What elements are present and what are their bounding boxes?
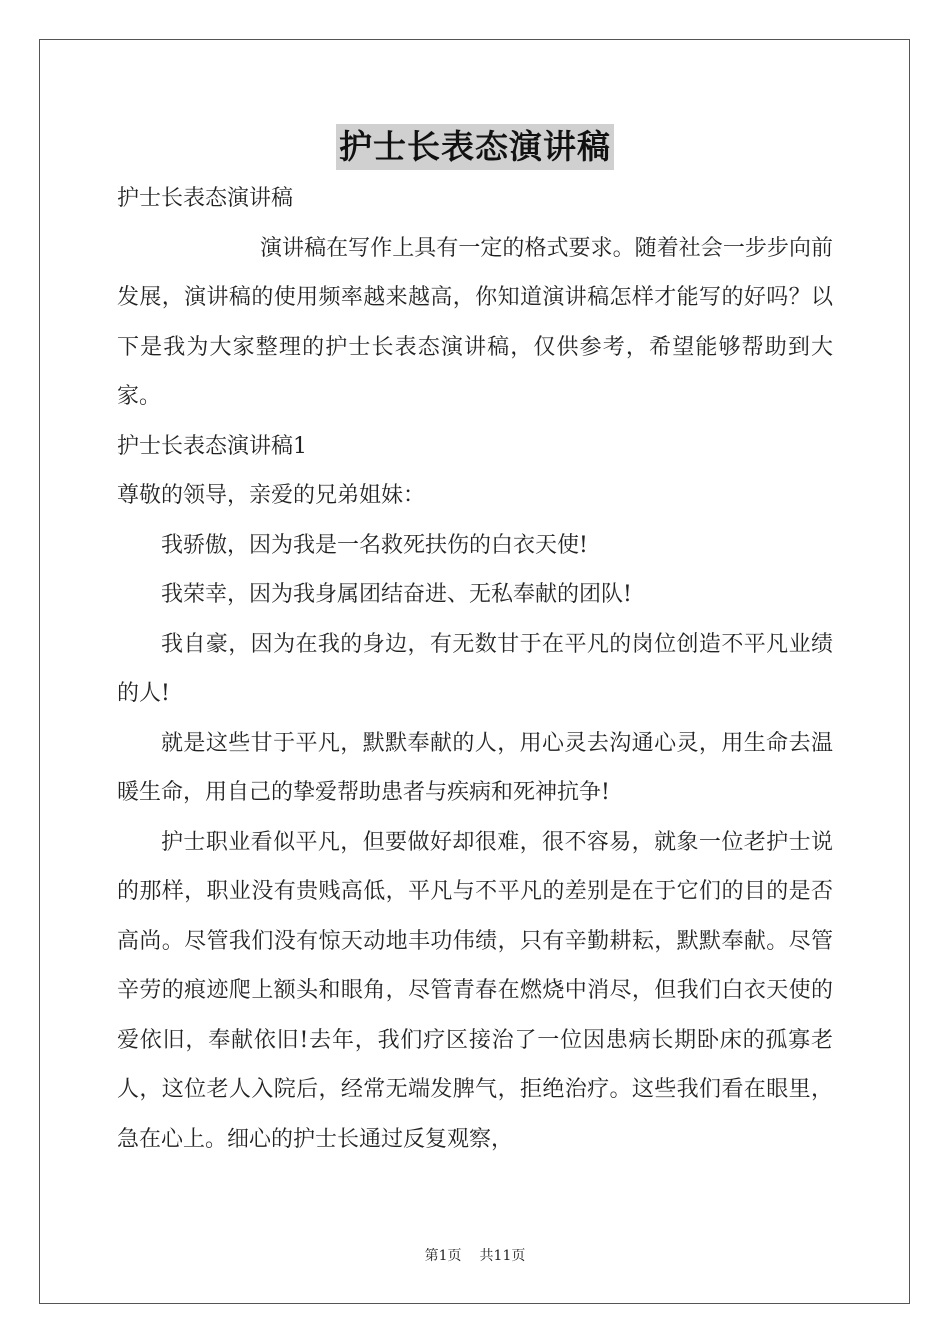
body-paragraph: 我骄傲，因为我是一名救死扶伤的白衣天使! bbox=[161, 532, 588, 558]
body-paragraph: 护士职业看似平凡，但要做好却很难，很不容易，就象一位老护士说的那样，职业没有贵贱高低，平凡与不平凡的差别是在于它们的目的是否高尚。尽管我们没有惊天动地丰功伟绩，只有辛勤耕耘，默默奉献。尽管辛劳的痕迹爬上额头和眼角，尽管青春在燃烧中消尽，但我们白衣天使的爱依旧，奉献依旧!去年，我们疗区接治了一位因患病长期卧床的孤寡老人，这位老人入院后，经常无端发脾气，拒绝治疗。这些我们看在眼里，急在心上。细心的护士长通过反复观察， bbox=[117, 829, 833, 1152]
page-total: 共11页 bbox=[479, 1248, 526, 1264]
document-subtitle: 护士长表态演讲稿 bbox=[117, 186, 294, 211]
body-paragraph: 我自豪，因为在我的身边，有无数甘于在平凡的岗位创造不平凡业绩的人! bbox=[117, 631, 833, 706]
document-body bbox=[117, 174, 833, 1164]
section-heading: 护士长表态演讲稿1 bbox=[117, 433, 307, 459]
body-paragraph: 我荣幸，因为我身属团结奋进、无私奉献的团队! bbox=[161, 582, 632, 607]
greeting: 尊敬的领导，亲爱的兄弟姐妹： bbox=[117, 483, 426, 508]
page-number: 第1页 bbox=[424, 1248, 462, 1264]
body-paragraph: 就是这些甘于平凡，默默奉献的人，用心灵去沟通心灵，用生命去温暖生命，用自己的挚爱帮助患者与疾病和死神抗争! bbox=[117, 730, 833, 805]
title-container bbox=[0, 124, 950, 170]
intro-paragraph: 演讲稿在写作上具有一定的格式要求。随着社会一步步向前发展，演讲稿的使用频率越来越高，你知道演讲稿怎样才能写的好吗？以下是我为大家整理的护士长表态演讲稿，仅供参考，希望能够帮助到大家。 bbox=[117, 235, 833, 409]
document-title: 护士长表态演讲稿 bbox=[336, 124, 614, 170]
page-footer bbox=[0, 1245, 950, 1265]
